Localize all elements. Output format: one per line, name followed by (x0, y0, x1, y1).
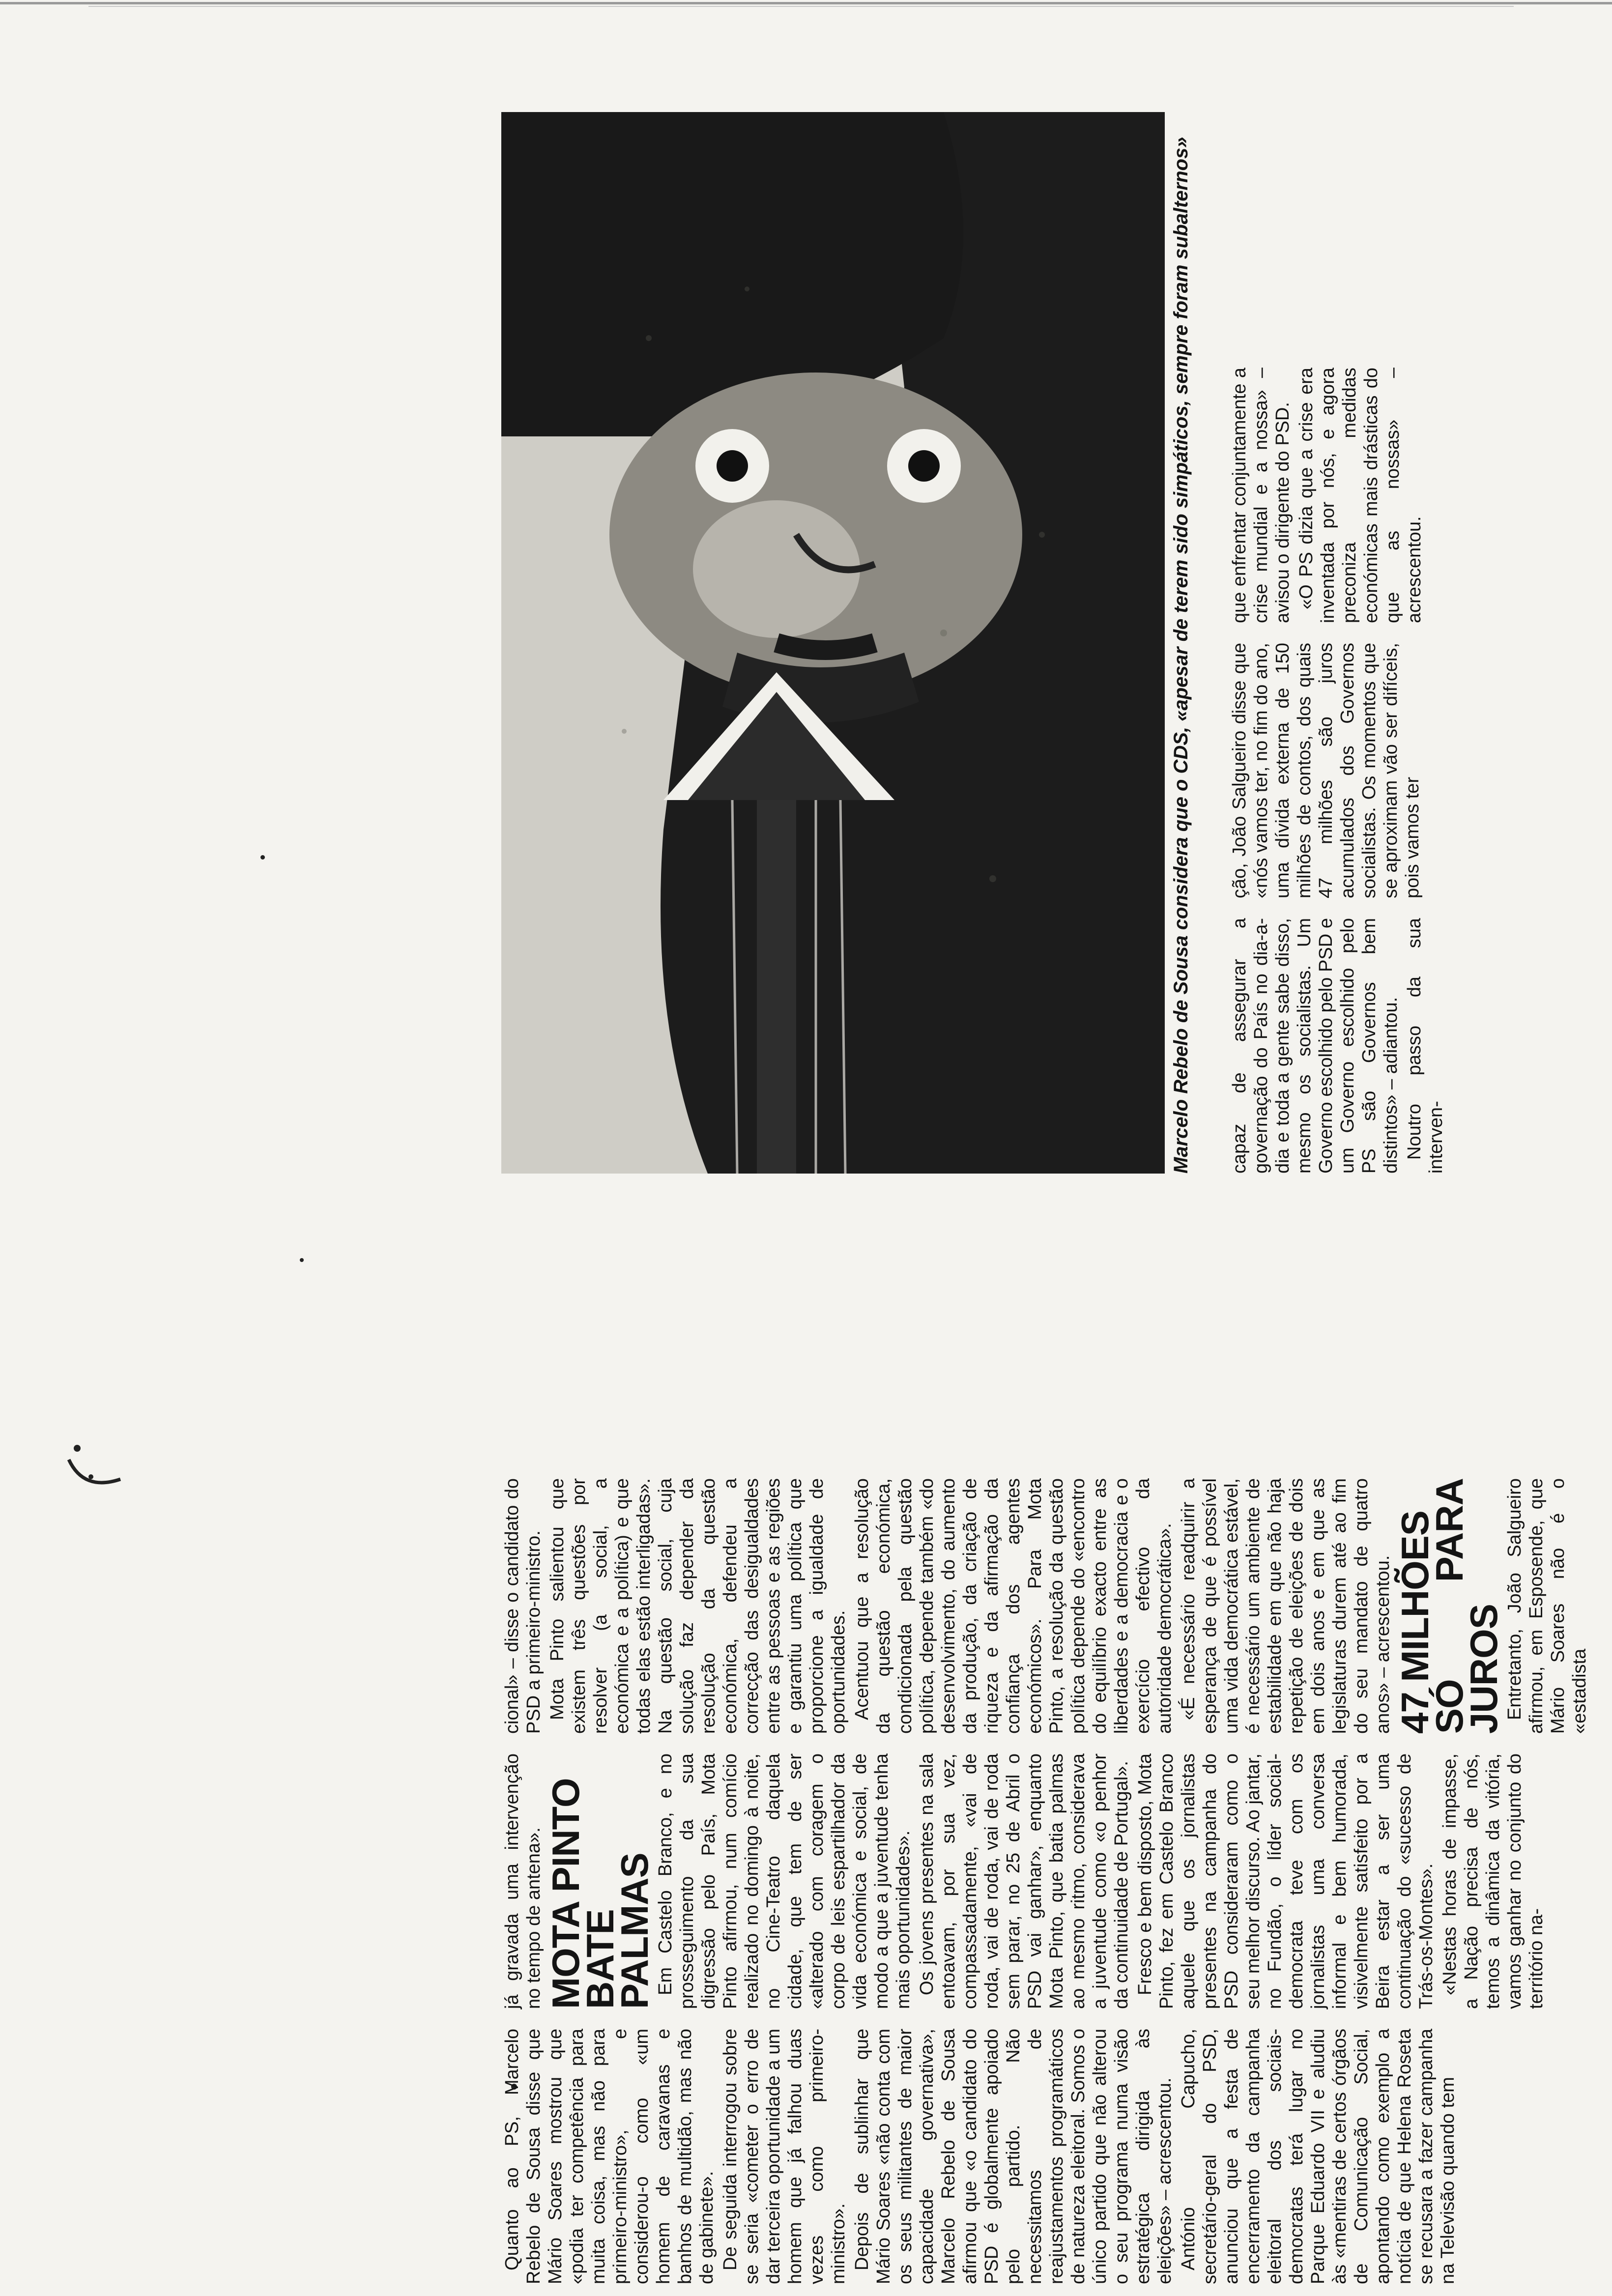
article-photo (501, 112, 1165, 1174)
article-column-2 (501, 1753, 1549, 2009)
article-column-1 (501, 2029, 1461, 2284)
newspaper-clipping (501, 112, 1590, 2284)
paragraph: Fresco e bem disposto, Mota Pinto, fez em Castelo Branco aquele que os jornalistas presentes na campanha do PSD consideraram como o seu melhor discurso. Ao jantar, no Fundão, o líder social-democrata teve com os jornalistas uma conversa informal e bem humorada, visivelmente satisfeito por a Beira estar a ser uma continuação do «sucesso de Trás-os-Montes». (1135, 1753, 1437, 2009)
photo-caption: Marcelo Rebelo de Sousa considera que o CDS, «apesar de terem sido simpáticos, sempre foram subalternos» (1170, 137, 1192, 1174)
paragraph: Em Castelo Branco, e no prosseguimento da sua digressão pelo País, Mota Pinto afirmou, num comício realizado no domingo à noite, no Cine-Teatro daquela cidade, que tem de ser «alterado com coragem o corpo de leis espartilhador da vida económica e social, de modo a que a juventude tenha mais oportunidades». (655, 1753, 914, 2009)
section-heading-line: BATE PALMAS (578, 1853, 656, 2009)
article-column-3 (501, 1478, 1592, 1734)
scan-edge-line-thin (88, 6, 1514, 7)
scan-speck (74, 1445, 81, 1452)
paragraph: Mota Pinto salientou que existem três questões por resolver (a social, a económica e a política) e que todas elas estão interligadas». Na questão social, cuja solução faz depender da resolução da questão económica, defendeu a correcção das desigualdades entre as pessoas e as regiões e garantiu uma política que proporcione a igualdade de oportunidades. (547, 1478, 849, 1734)
article-column-4 (1229, 918, 1449, 1174)
article-column-5 (1229, 643, 1425, 898)
paragraph: Noutro passo da sua interven- (1404, 918, 1446, 1174)
scan-edge-line (0, 2, 1612, 4)
article-column-6 (1229, 368, 1427, 623)
paragraph: Entretanto, João Salgueiro afirmou, em Esposende, que Mário Soares não é o «estadista (1504, 1478, 1590, 1734)
scan-speck (260, 855, 265, 860)
paragraph: António Capucho, secretário-geral do PSD, anunciou que a festa de encerramento da campanha eleitoral dos sociais-democratas terá lugar no Parque Eduardo VII e aludiu às «mentiras de certos órgãos de Comunicação Social, apontando como exemplo a notícia de que Helena Roseta se recusara a fazer campanha na Televisão quando tem (1178, 2029, 1458, 2284)
section-heading-line: 47 MILHÕES (1393, 1511, 1437, 1734)
paragraph: Depois de sublinhar que Mário Soares «não conta com os seus militantes de maior capacidade governativa», Marcelo Rebelo de Sousa afirmou que «o candidato do PSD é globalmente apoiado pelo partido. Não necessitamos de reajustamentos programáticos de natureza eleitoral. Somos o único partido que não alterou o seu programa numa visão estratégica dirigida às eleições» – acrescentou. (852, 2029, 1175, 2284)
paragraph: já gravada uma intervenção no tempo de antena». (502, 1753, 544, 2009)
section-heading-line: SÓ PARA JUROS (1428, 1478, 1505, 1734)
paragraph: De seguida interrogou sobre se seria «cometer o erro de dar terceira oportunidade a um homem que já falhou duas vezes como primeiro-ministro». (720, 2029, 849, 2284)
paragraph: que enfrentar conjuntamente a crise mundial e a nossa» – avisou o dirigente do PSD. (1229, 368, 1293, 623)
section-heading (1393, 1478, 1505, 1734)
paragraph: capaz de assegurar a governação do País no dia-a-dia e toda a gente sabe disso, mesmo os socialistas. Um Governo escolhido pelo PSD e um Governo escolhido pelo PS são Governos bem distintos» – adiantou. (1229, 918, 1401, 1174)
scan-curl-mark (64, 1455, 123, 1494)
paragraph: cional» – disse o candidato do PSD a primeiro-ministro. (502, 1478, 544, 1734)
paragraph: ção, João Salgueiro disse que «nós vamos ter, no fim do ano, uma dívida externa de 150 milhões de contos, dos quais 47 milhões são juros acumulados dos Governos socialistas. Os momentos que se aproximam vão ser difíceis, pois vamos ter (1229, 643, 1423, 898)
section-heading-line: MOTA PINTO (544, 1778, 587, 2009)
paragraph: Os jovens presentes na sala entoavam, por sua vez, compassadamente, «vai de roda, vai de roda, vai de roda sem parar, no 25 de Abril o PSD vai ganhar», enquanto Mota Pinto, que batia palmas ao mesmo ritmo, considerava a juventude como «o penhor da continuidade de Portugal». (917, 1753, 1132, 2009)
scan-speck (300, 1258, 304, 1262)
portrait-illustration (501, 112, 1165, 1174)
paragraph: Acentuou que a resolução da questão económica, condicionada pela questão política, depende também «do desenvolvimento, do aumento da produção, da criação de riqueza e da afirmação da confiança dos agentes económicos». Para Mota Pinto, a resolução da questão política depende do «encontro do equilíbrio exacto entre as liberdades e a democracia e o exercício efectivo da autoridade democrática». (852, 1478, 1175, 1734)
paragraph: Quanto ao PS, Marcelo Rebelo de Sousa disse que Mário Soares mostrou que «podia ter competência para muita coisa, mas não para primeiro-ministro», e considerou-o como «um homem de caravanas e banhos de multidão, mas não de gabinete». (502, 2029, 717, 2284)
paragraph: «O PS dizia que a crise era inventada por nós, e agora preconiza medidas económicas mais drásticas do que as nossas» – acrescentou. (1296, 368, 1425, 623)
section-heading (544, 1753, 656, 2009)
paragraph: «É necessário readquirir a esperança de que é possível uma vida democrática estável, é necessário um ambiente de estabilidade em que não haja repetição de eleições de dois em dois anos e em que as legislaturas durem até ao fim do seu mandato de quatro anos» – acrescentou. (1178, 1478, 1393, 1734)
paragraph: «Nestas horas de impasse, a Nação precisa de nós, temos a dinâmica da vitória, vamos ganhar no conjunto do território na- (1439, 1753, 1547, 2009)
